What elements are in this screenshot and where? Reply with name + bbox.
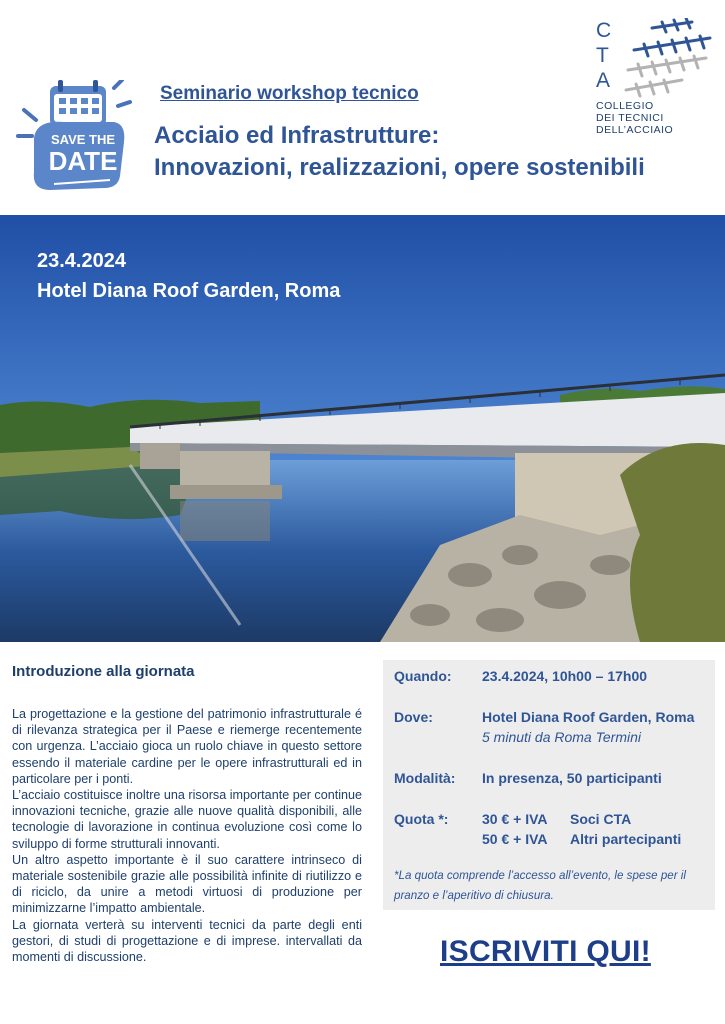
logo-name-line3: DELL’ACCIAIO — [596, 124, 674, 136]
seminar-subtitle: Seminario workshop tecnico — [160, 83, 419, 104]
logo-letter-a: A — [596, 69, 611, 92]
logo-name — [596, 100, 673, 136]
mode-value: In presenza, 50 participanti — [482, 770, 662, 786]
badge-text-line2: DATE — [48, 146, 118, 176]
page-title — [154, 120, 645, 184]
fee-group-members: Soci CTA — [570, 811, 632, 827]
intro-paragraph: La progettazione e la gestione del patrimonio infrastrutturale é di rilevanza strategica per il Paese e riemerge recentemente con urgenza. L’acciaio gioca un ruolo chiave in questo settore essendo il materiale cardine per le opere infrastrutturali ed in particolare per i ponti. — [12, 707, 362, 786]
logo-letter-t: T — [596, 44, 609, 67]
logo-letters — [596, 18, 620, 93]
intro-paragraph: Un altro aspetto importante è il suo carattere intrinseco di materiale sostenibile grazie alle possibilità infinite di riutilizzo e di riciclo, da unire a metodi virtuosi di produzione per minimizzarne l’impatto ambientale. — [12, 852, 362, 916]
intro-paragraph: La giornata verterà su interventi tecnici da parte degli enti gestori, di studi di progettazione e di imprese. intervallati da momenti di discussione. — [12, 917, 362, 965]
logo-hatch-icon — [622, 18, 714, 98]
title-line-2: Innovazioni, realizzazioni, opere sostenibili — [154, 154, 645, 181]
where-label: Dove: — [394, 709, 433, 725]
event-venue: Hotel Diana Roof Garden, Roma — [37, 280, 341, 302]
fee-label: Quota *: — [394, 811, 449, 827]
where-value: Hotel Diana Roof Garden, Roma — [482, 709, 695, 725]
badge-text-line1: SAVE THE — [50, 132, 116, 147]
fee-price-others: 50 € + IVA — [482, 831, 548, 847]
fee-price-members: 30 € + IVA — [482, 811, 548, 827]
logo-name-line2: DEI TECNICI — [596, 112, 664, 124]
intro-heading: Introduzione alla giornata — [12, 663, 195, 680]
where-note: 5 minuti da Roma Termini — [482, 729, 641, 745]
save-the-date-badge — [14, 80, 132, 192]
fee-group-others: Altri partecipanti — [570, 831, 682, 847]
logo-name-line1: COLLEGIO — [596, 100, 654, 112]
intro-body — [12, 706, 362, 965]
register-link[interactable]: ISCRIVITI QUI! — [440, 935, 651, 968]
when-value: 23.4.2024, 10h00 – 17h00 — [482, 668, 648, 684]
logo-letter-c: C — [596, 19, 612, 42]
event-date: 23.4.2024 — [37, 250, 126, 272]
intro-paragraph: L’acciaio costituisce inoltre una risorsa importante per continue innovazioni tecniche, grazie alle nuove qualità disponibili, alle tecnologie di lavorazione in continua evoluzione così come lo sviluppo di forme strutturali innovanti. — [12, 788, 363, 851]
when-label: Quando: — [394, 668, 452, 684]
title-line-1: Acciaio ed Infrastrutture: — [154, 122, 440, 149]
mode-label: Modalità: — [394, 770, 456, 786]
fee-note: *La quota comprende l’accesso all’evento, le spese per il pranzo e l’aperitivo di chiusura. — [394, 869, 686, 902]
